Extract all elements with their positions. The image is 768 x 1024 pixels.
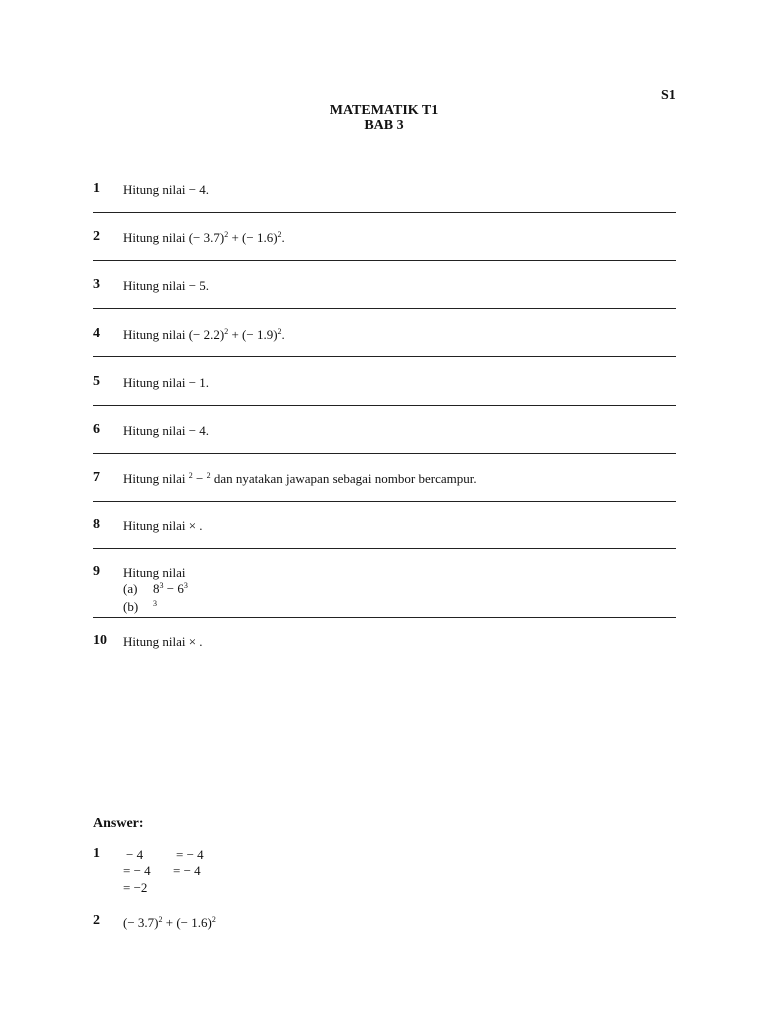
question-text: Hitung nilai $^2$ − $^2$ dan nyatakan jawapan sebagai nombor bercampur. <box>123 471 477 486</box>
question-text: Hitung nilai <box>123 565 186 580</box>
question-number: 5 <box>93 374 100 389</box>
answer-step: = −2 <box>123 880 148 895</box>
divider <box>93 260 676 261</box>
question-number: 8 <box>93 517 100 532</box>
divider <box>93 308 676 309</box>
question-number: 7 <box>93 470 100 485</box>
divider <box>93 212 676 213</box>
question-number: 10 <box>93 633 107 648</box>
answer-number: 1 <box>93 846 100 861</box>
question-text: Hitung nilai − 1. <box>123 375 210 390</box>
answer-step: = − 4 <box>176 847 204 862</box>
question-number: 6 <box>93 422 100 437</box>
page-code: S1 <box>661 88 676 103</box>
question-text: Hitung nilai × . <box>123 518 203 533</box>
question-text: Hitung nilai − 5. <box>123 278 210 293</box>
answer-step: (− 3.7)$^2$ + (− 1.6)$^2$ <box>123 915 216 930</box>
question-number: 2 <box>93 229 100 244</box>
question-number: 1 <box>93 181 100 196</box>
question-9a: (a) $8^3 - 6^3$ <box>123 581 188 596</box>
answer-step: = − 4 <box>123 863 151 878</box>
question-9b: (b) $^3$ <box>123 599 157 614</box>
divider <box>93 405 676 406</box>
divider <box>93 548 676 549</box>
question-text: Hitung nilai − 4. <box>123 423 210 438</box>
question-text: Hitung nilai (− 3.7)$^2$ + (− 1.6)$^2$. <box>123 230 285 245</box>
question-number: 9 <box>93 564 100 579</box>
question-number: 4 <box>93 326 100 341</box>
question-text: Hitung nilai − 4. <box>123 182 210 197</box>
document-title: MATEMATIK T1 <box>329 103 439 118</box>
divider <box>93 501 676 502</box>
chapter-title: BAB 3 <box>364 118 404 133</box>
divider <box>93 453 676 454</box>
divider <box>93 617 676 618</box>
divider <box>93 356 676 357</box>
answer-heading: Answer: <box>93 816 144 831</box>
answer-step: − 4 <box>126 847 144 862</box>
answer-step: = − 4 <box>173 863 201 878</box>
answer-number: 2 <box>93 913 100 928</box>
question-text: Hitung nilai (− 2.2)$^2$ + (− 1.9)$^2$. <box>123 327 285 342</box>
question-number: 3 <box>93 277 100 292</box>
question-text: Hitung nilai × . <box>123 634 203 649</box>
